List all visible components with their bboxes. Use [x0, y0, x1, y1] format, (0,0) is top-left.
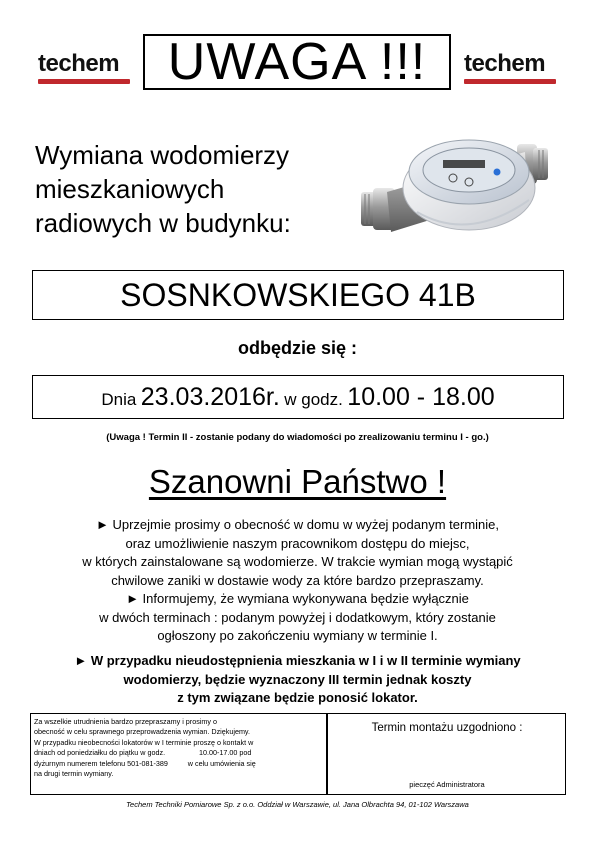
administrator-stamp-label: pieczęć Administratora: [409, 780, 485, 789]
headline-line: Wymiana wodomierzy: [35, 140, 290, 170]
techem-logo-right: [464, 50, 556, 84]
paragraph-line: chwilowe zaniki w dostawie wody za które bardzo przepraszamy.: [111, 572, 484, 588]
paragraph-costs: [20, 652, 575, 708]
footer-line: Za wszelkie utrudnienia bardzo przepraszamy i prosimy o: [34, 717, 217, 726]
building-address: SOSNKOWSKIEGO 41B: [120, 276, 476, 313]
paragraph-line: ► Informujemy, że wymiana wykonywana będzie wyłącznie: [126, 591, 469, 606]
title-box: [143, 34, 451, 90]
logo-text: techem: [464, 50, 546, 77]
paragraph-line: ► W przypadku nieudostępnienia mieszkania w I i w II terminie wymiany: [74, 653, 521, 668]
date-box: [32, 375, 564, 419]
paragraph-line: ogłoszony po zakończeniu wymiany w terminie I.: [157, 628, 438, 643]
paragraph-line: w dwóch terminach : podanym powyżej i dodatkowym, który zostanie: [99, 609, 496, 625]
logo-text: techem: [38, 50, 120, 77]
paragraph-line: z tym związane będzie ponosić lokator.: [177, 690, 418, 705]
footer-divider: [326, 714, 328, 794]
footer-line: obecność w celu sprawnego przeprowadzenia wymian. Dziękujemy.: [34, 727, 250, 737]
installation-date-label: Termin montażu uzgodniono :: [371, 722, 523, 734]
footer-line: na drugi termin wymiany.: [34, 769, 114, 779]
paragraph-line: oraz umożliwienie naszym pracownikom dostępu do miejsc,: [125, 535, 470, 551]
date-line: [101, 383, 494, 412]
techem-logo-left: [38, 50, 130, 84]
greeting-text: Szanowni Państwo !: [148, 463, 447, 500]
footer-line: dniach od poniedziałku do piątku w godz. 10.00-17.00 pod: [34, 748, 252, 758]
hours-value: 10.00 - 18.00: [347, 382, 495, 411]
date-prefix: Dnia: [101, 389, 137, 409]
date-value: 23.03.2016r.: [140, 382, 280, 411]
paragraph-line: wodomierzy, będzie wyznaczony III termin jednak koszty: [123, 671, 472, 687]
greeting: [0, 463, 595, 501]
hours-prefix: w godz.: [284, 389, 343, 409]
address-box: [32, 270, 564, 320]
paragraph-line: w których zainstalowane są wodomierze. W trakcie wymian mogą wystąpić: [82, 554, 513, 569]
footer-line: W przypadku nieobecności lokatorów w I terminie proszę o kontakt w: [34, 737, 254, 747]
paragraph-terms: [20, 590, 575, 646]
headline-line: mieszkaniowych: [35, 174, 225, 204]
water-meter-image: [357, 122, 552, 250]
will-take-place-label: odbędzie się :: [237, 338, 358, 358]
paragraph-presence: [20, 516, 575, 590]
logo-bar: [464, 79, 556, 84]
company-address: Techem Techniki Pomiarowe Sp. z o.o. Oddział w Warszawie, ul. Jana Olbrachta 94, 01-102 Warszawa: [126, 800, 469, 809]
headline-line: radiowych w budynku:: [35, 208, 291, 238]
page-title: UWAGA !!!: [167, 33, 427, 91]
footer-box: [30, 713, 566, 795]
headline: [35, 138, 355, 240]
paragraph-line: ► Uprzejmie prosimy o obecność w domu w wyżej podanym terminie,: [95, 517, 499, 532]
logo-bar: [38, 79, 130, 84]
footer-contact-info: [34, 717, 322, 779]
term-note: (Uwaga ! Termin II - zostanie podany do wiadomości po zrealizowaniu terminu I - go.): [106, 432, 489, 443]
footer-line: dyżurnym numerem telefonu 501-081-389 w celu umówienia się: [34, 758, 256, 768]
